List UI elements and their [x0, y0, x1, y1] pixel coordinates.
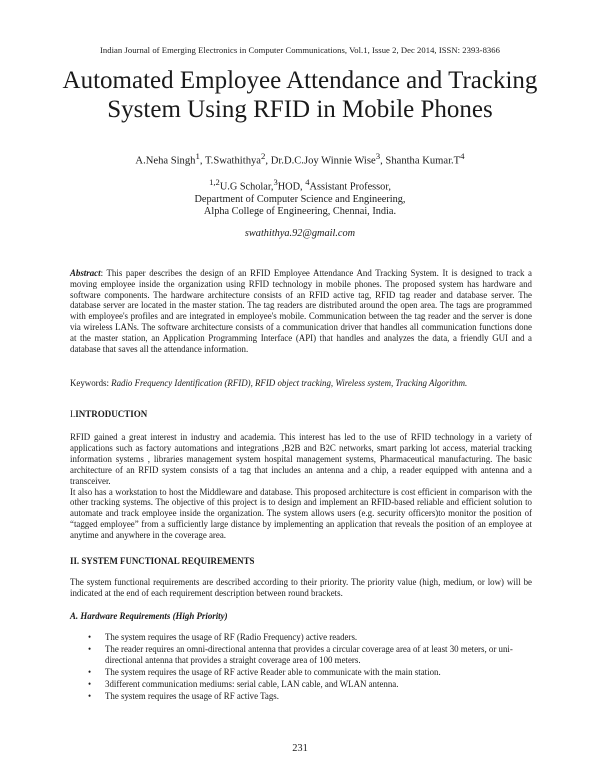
author-name: A.Neha Singh — [135, 155, 196, 167]
list-item — [70, 644, 532, 666]
section-title: INTRODUCTION — [75, 409, 148, 419]
list-item — [70, 632, 532, 643]
role-superscript: 1,2 — [209, 177, 220, 187]
introduction-body — [70, 432, 532, 541]
list-item-text: The reader requires an omni-directional antenna that provides a circular coverage area of at least 30 meters, or uni-directional antenna that provides a straight coverage area of 100 meters. — [105, 644, 513, 665]
bullet-icon: • — [88, 644, 92, 655]
contact-email[interactable]: swathithya.92@gmail.com — [244, 228, 356, 239]
list-item-text: The system requires the usage of RF active Tags. — [105, 691, 279, 702]
role-text: U.G Scholar, — [219, 181, 274, 193]
author-name: T.Swathithya — [204, 155, 261, 167]
author-superscript: 3 — [375, 151, 381, 161]
list-item — [70, 691, 532, 702]
author-list: A.Neha Singh$^1$, T.Swathithya$^2$, Dr.D.C.Joy Winnie Wise$^3$, Shantha $Kumar.T^4$ — [135, 151, 465, 167]
abstract-text: : This paper describes the design of an RFID Employee Attendance And Tracking System. It is designed to track a moving employee inside the organization using RFID technology in mobile phones. The proposed system has hardware and software components. The hardware architecture consists of an RFID active tag, RFID tag reader and database server. The database server are located in the master station. The tag readers are distributed around the open area. The tags are programmed with employee's profiles and are integrated in employee's mobile. Communication between the tag reader and the server is done via wireless LANs. The software architecture consists of a communication driver that handles all communication functions done at the master station, an Application Programming Interface (API) that handles and analyzes the data, a friendly GUI and a database that saves all the attendance information. — [70, 268, 532, 354]
list-item — [70, 667, 532, 678]
affiliation — [40, 176, 560, 219]
abstract-label: Abstract — [70, 268, 101, 278]
page-number: 231 — [292, 743, 308, 754]
affiliation-department: Department of Computer Science and Engineering, — [194, 193, 406, 205]
subsection-heading-hardware: A. Hardware Requirements (High Priority) — [70, 611, 228, 621]
role-superscript: 4 — [305, 177, 310, 187]
bullet-icon: • — [88, 667, 92, 678]
author-superscript: 1 — [195, 151, 200, 161]
author-superscript: 4 — [460, 151, 465, 161]
role-text: Assistant Professor, — [309, 181, 391, 193]
section-heading-requirements: II. SYSTEM FUNCTIONAL REQUIREMENTS — [70, 556, 255, 566]
hardware-requirements-list — [70, 632, 532, 703]
section-number: I. — [70, 409, 76, 419]
affiliation-roles — [40, 176, 560, 194]
list-item-text: The system requires the usage of RF active Reader able to communicate with the main station. — [105, 667, 441, 678]
abstract-block — [70, 268, 532, 354]
paragraph: It also has a workstation to host the Middleware and database. This proposed architecture is cost efficient in comparison with the other tracking systems. The objective of this project is to design and implement an RFID-based reliable and efficient solution to automate and track employee inside the organization. The system allows users (e.g. security officers)to monitor the position of “tagged employee” from a sufficiently large distance by implementing an application that reveals the position of an employee at anytime and anywhere in the coverage area. — [70, 486, 532, 541]
list-item-text: 3different communication mediums: serial cable, LAN cable, and WLAN antenna. — [105, 679, 399, 690]
author-superscript: 2 — [260, 151, 266, 161]
keywords-label: Keywords: — [70, 378, 112, 388]
section-heading-introduction — [70, 409, 147, 419]
journal-header: Indian Journal of Emerging Electronics in Computer Communications, Vol.1, Issue 2, Dec 2014, ISSN: 2393-8366 — [100, 45, 500, 55]
paper-title: Automated Employee Attendance and Tracking System Using RFID in Mobile Phones — [62, 67, 538, 123]
list-item-text: The system requires the usage of RF (Radio Frequency) active readers. — [105, 632, 358, 642]
bullet-icon: • — [88, 632, 92, 642]
list-item — [70, 679, 532, 690]
bullet-icon: • — [88, 679, 92, 690]
bullet-icon: • — [88, 691, 92, 702]
paragraph: RFID gained a great interest in industry and academia. This interest has led to the use of RFID technology in a variety of applications such as factory automations and integrations ,B2B and B2C networks, smart parking lot access, material tracking information systems , libraries management system hospital management systems, Pharmaceutical manufacturing. The basic architecture of an RFID system consists of a tag that includes an antenna and a chip, a reader equipped with antenna and a transceiver. — [70, 432, 532, 486]
author-name: Shantha Kumar.T — [385, 155, 461, 167]
keywords-block — [70, 378, 532, 389]
keywords-text: Radio Frequency Identification (RFID), RFID object tracking, Wireless system, Tracking Algorithm. — [111, 378, 468, 388]
requirements-intro: The system functional requirements are described according to their priority. The priority value (high, medium, or low) will be indicated at the end of each requirement description between round brackets. — [70, 577, 532, 598]
author-name: Dr.D.C.Joy Winnie Wise — [270, 155, 376, 167]
affiliation-college: Alpha College of Engineering, Chennai, India. — [203, 206, 397, 218]
role-text: HOD, — [277, 181, 306, 193]
role-superscript: 3 — [273, 177, 278, 187]
